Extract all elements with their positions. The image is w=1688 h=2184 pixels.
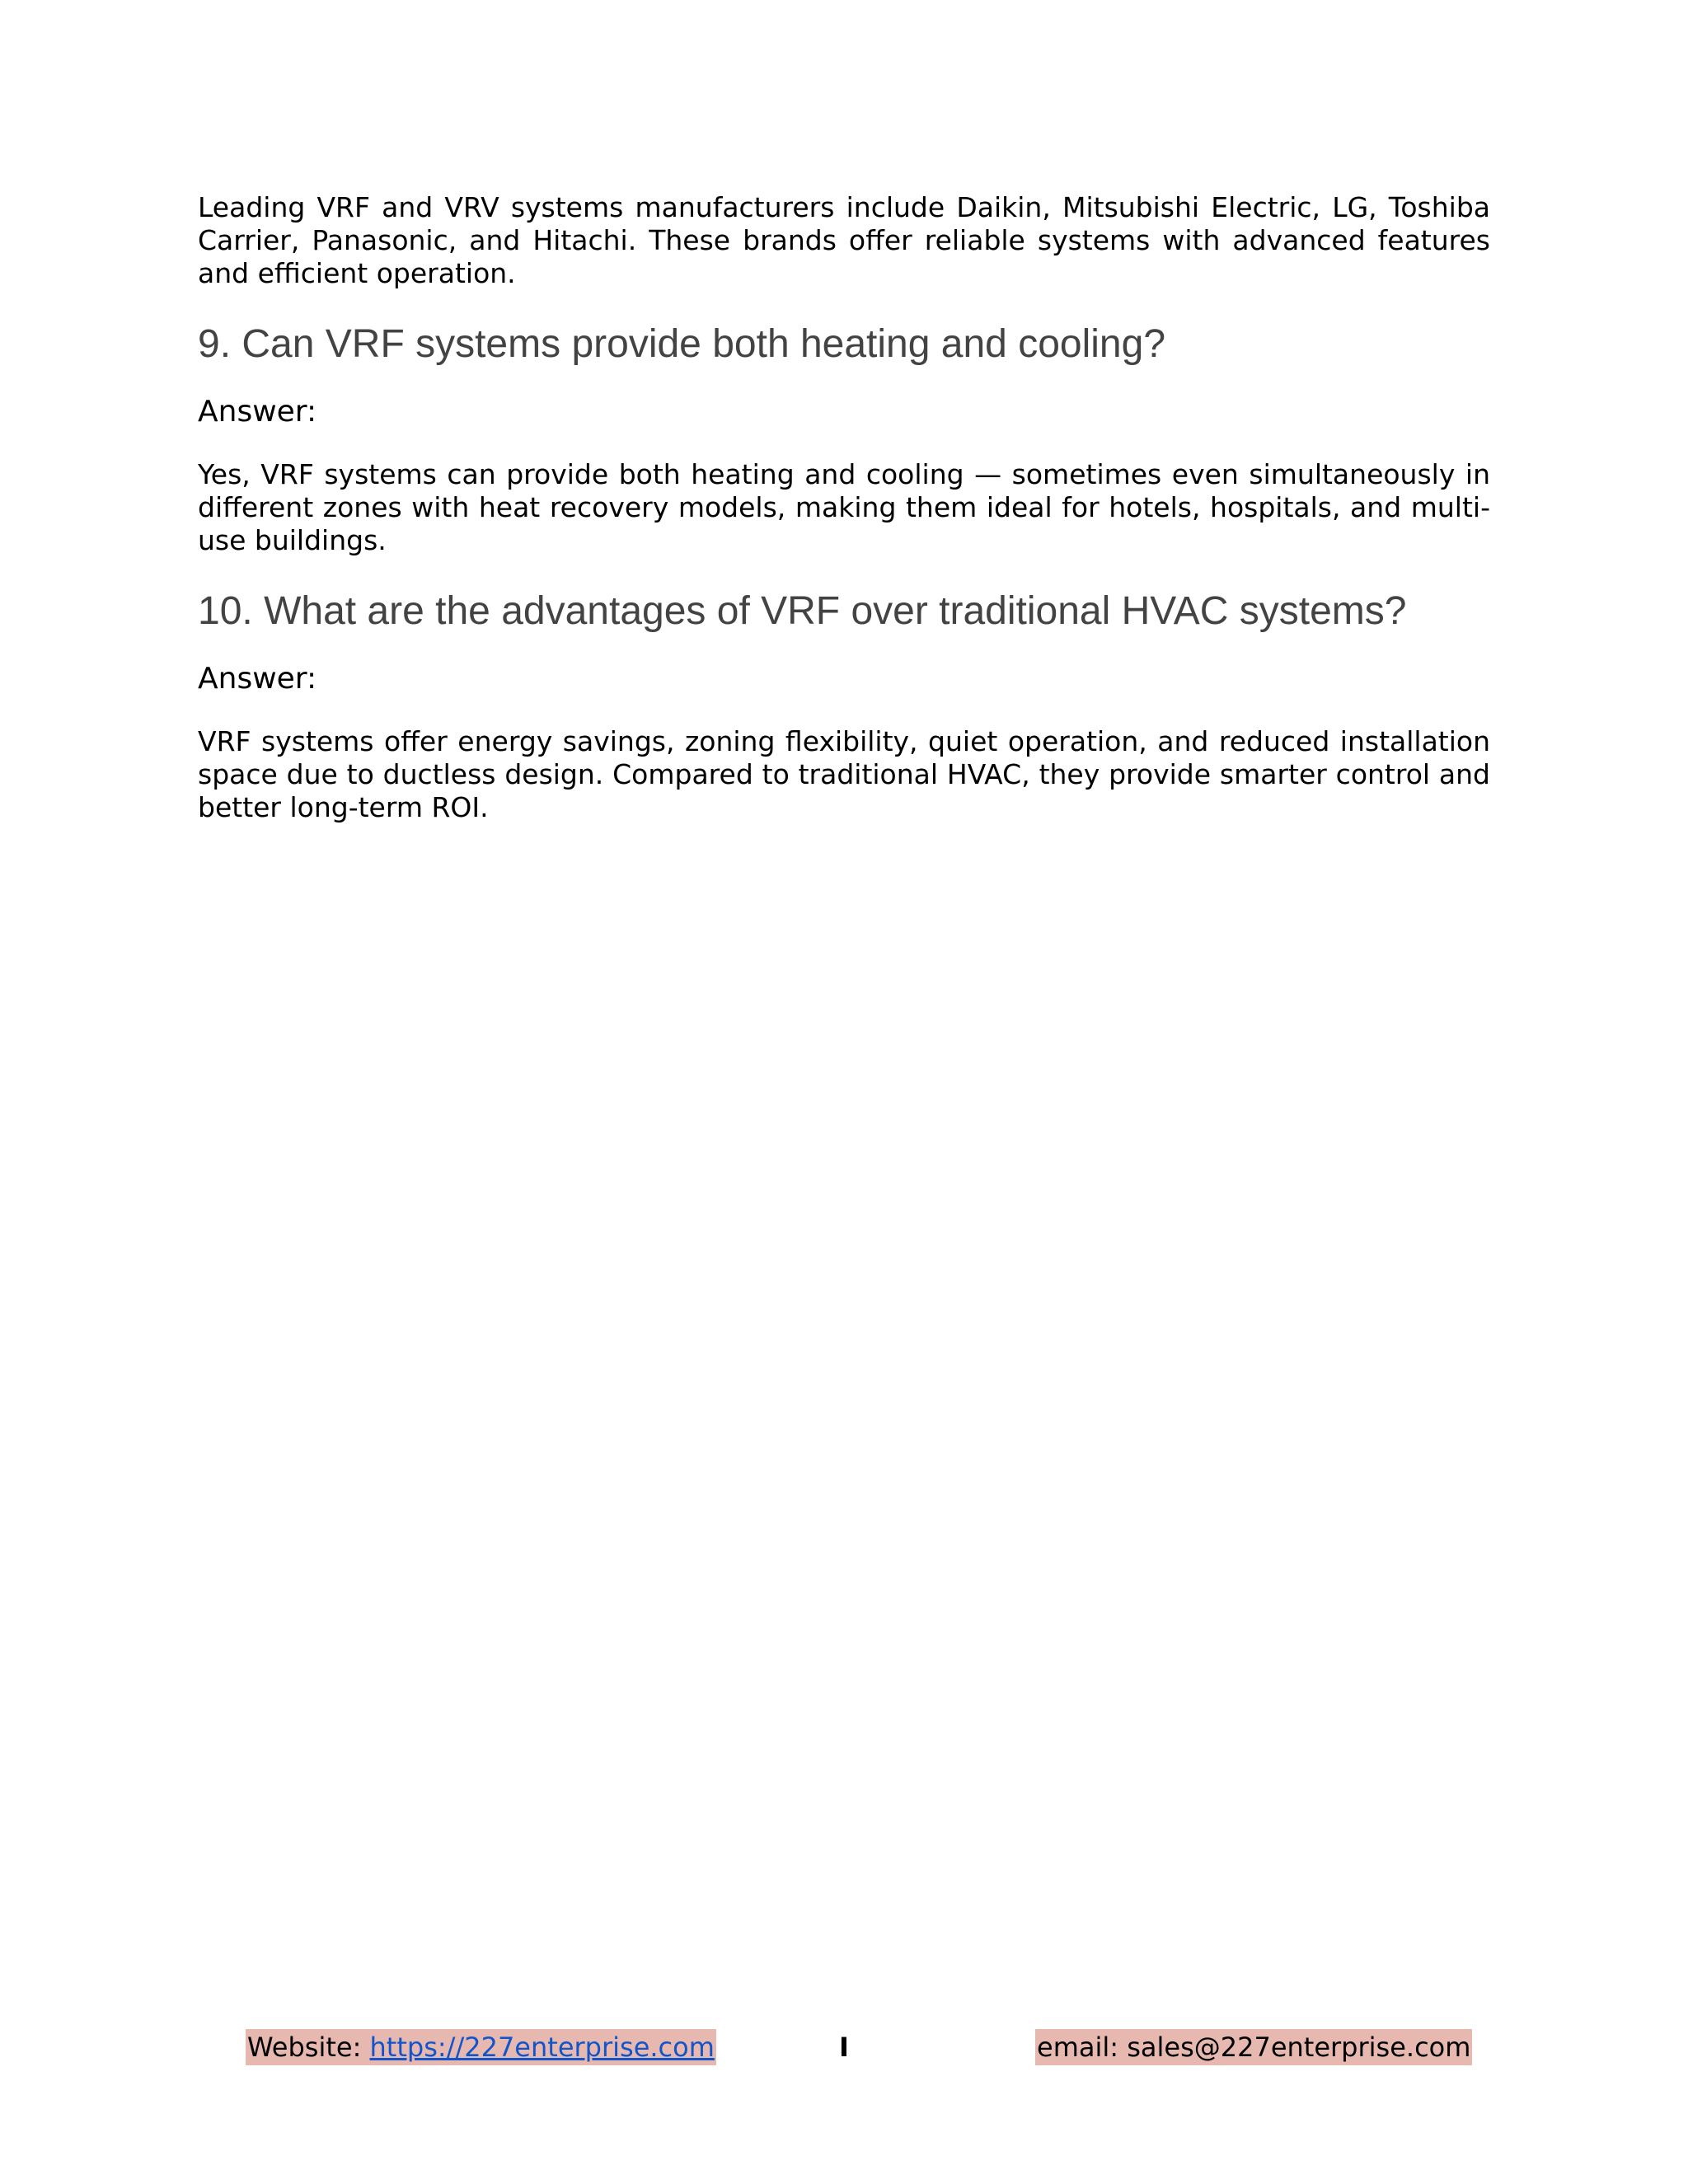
footer-website	[246, 2029, 716, 2065]
faq-question-10: 10. What are the advantages of VRF over traditional HVAC systems?	[198, 589, 1407, 633]
intro-paragraph: Leading VRF and VRV systems manufacturers include Daikin, Mitsubishi Electric, LG, Toshiba Carrier, Panasonic, and Hitachi. These brands offer reliable systems with advanced features and efficient operation.	[198, 191, 1490, 289]
website-link[interactable]: https://227enterprise.com	[369, 2032, 715, 2063]
page-footer	[0, 2029, 1688, 2069]
website-label: Website:	[247, 2032, 370, 2063]
faq-answer-9: Yes, VRF systems can provide both heating and cooling — sometimes even simultaneously in different zones with heat recovery models, making them ideal for hotels, hospitals, and multi-use buildings.	[198, 458, 1490, 556]
answer-label: Answer:	[198, 395, 317, 429]
document-body	[198, 191, 1490, 824]
answer-label: Answer:	[198, 662, 317, 696]
footer-email: email: sales@227enterprise.com	[1035, 2029, 1472, 2065]
faq-question-9: 9. Can VRF systems provide both heating and cooling?	[198, 322, 1166, 366]
footer-separator: I	[839, 2032, 849, 2063]
faq-answer-10: VRF systems offer energy savings, zoning flexibility, quiet operation, and reduced installation space due to ductless design. Compared to traditional HVAC, they provide smarter control and better long-term ROI.	[198, 725, 1490, 823]
